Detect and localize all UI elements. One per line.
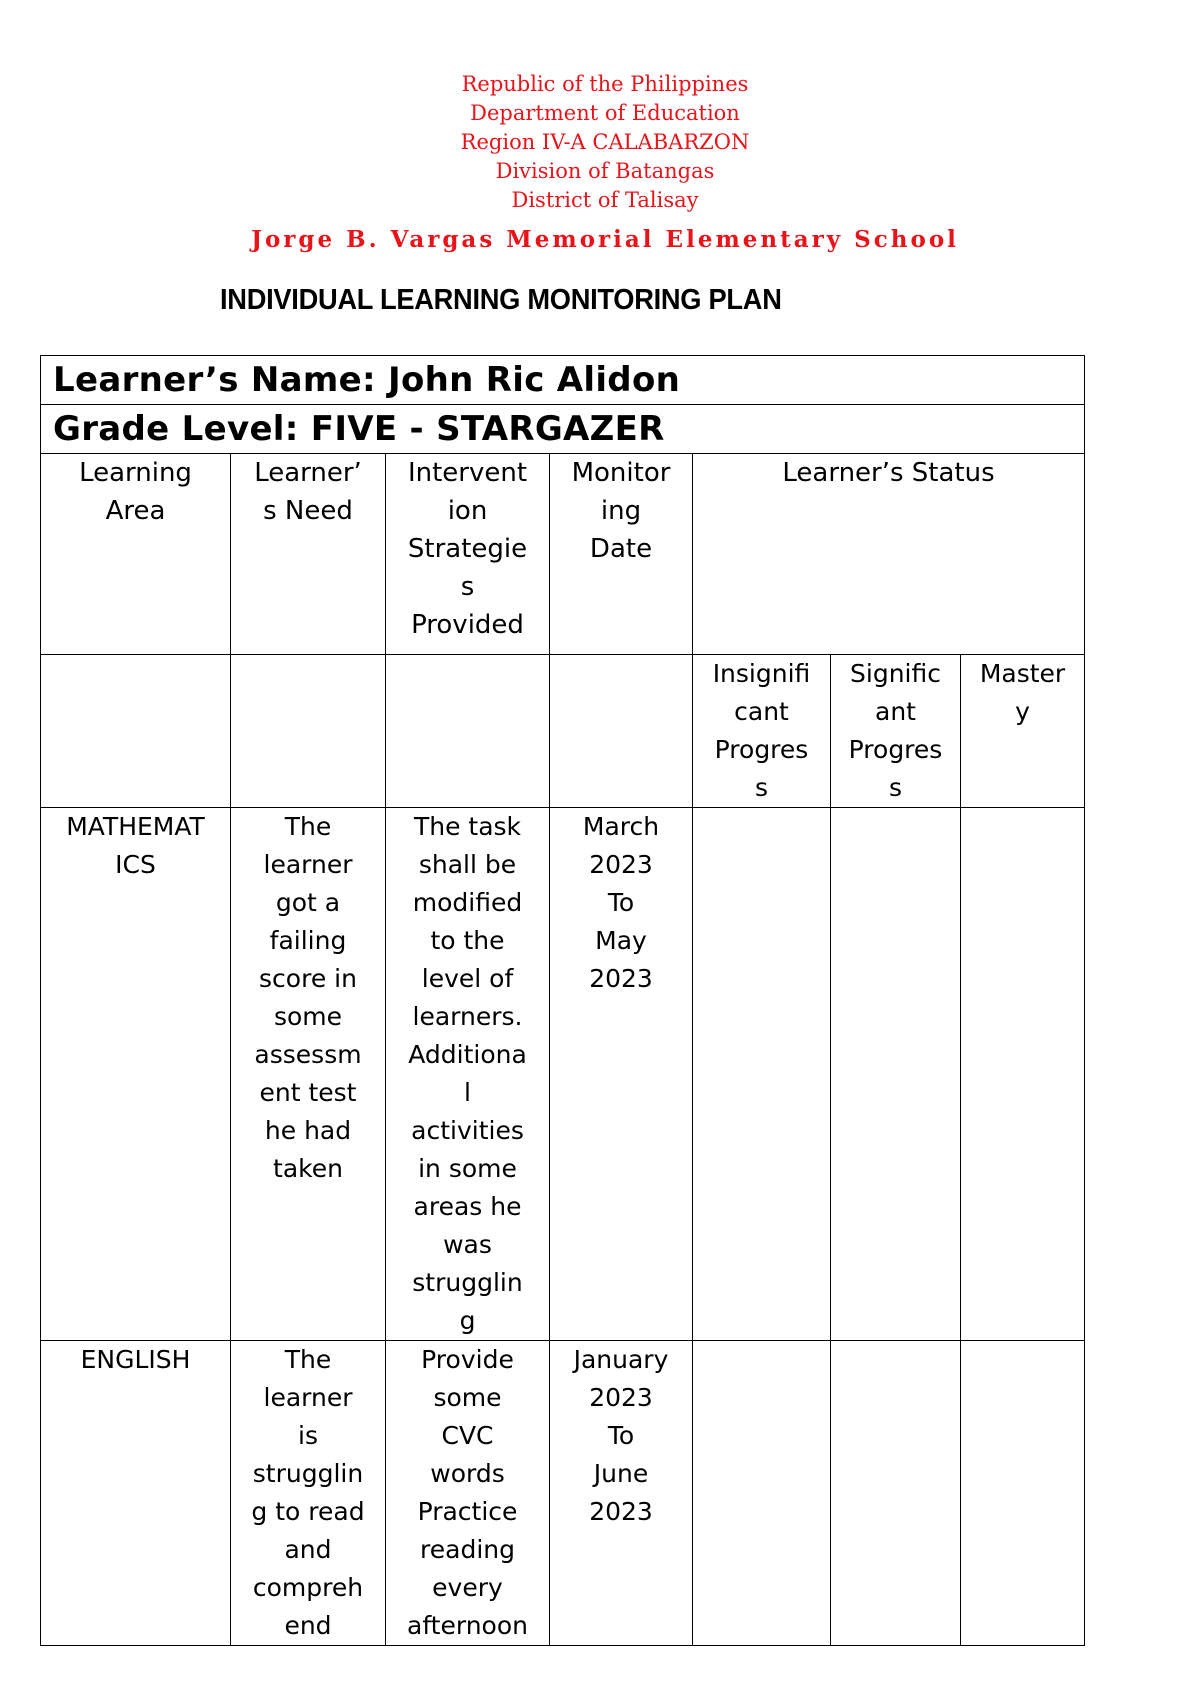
empty-cell [41, 655, 231, 808]
cell-intervention: Provide some CVC words Practice reading every afternoon [386, 1341, 550, 1646]
empty-cell [231, 655, 386, 808]
cell-status-significant [831, 1341, 961, 1646]
table-row [41, 808, 1085, 1341]
header-learners-need: Learner’ s Need [231, 454, 386, 655]
letterhead-line: District of Talisay [511, 188, 699, 212]
letterhead-line: Republic of the Philippines [461, 72, 749, 96]
document-title: INDIVIDUAL LEARNING MONITORING PLAN [220, 284, 782, 316]
header-learning-area: Learning Area [41, 454, 231, 655]
learner-name: Learner’s Name: John Ric Alidon [41, 356, 1085, 405]
header-learners-status: Learner’s Status [693, 454, 1085, 655]
cell-learners-need: The learner got a failing score in some assessm ent test he had taken [231, 808, 386, 1341]
status-mastery: Master y [961, 655, 1085, 808]
monitoring-plan-table [40, 355, 1085, 1646]
grade-level: Grade Level: FIVE - STARGAZER [41, 405, 1085, 454]
cell-status-insignificant [693, 808, 831, 1341]
letterhead-line: Department of Education [470, 101, 740, 125]
cell-learners-need: The learner is strugglin g to read and compreh end [231, 1341, 386, 1646]
table-row [41, 1341, 1085, 1646]
header-monitoring-date: Monitor ing Date [550, 454, 693, 655]
empty-cell [550, 655, 693, 808]
school-name: Jorge B. Vargas Memorial Elementary School [251, 226, 959, 253]
cell-learning-area: MATHEMAT ICS [41, 808, 231, 1341]
empty-cell [386, 655, 550, 808]
letterhead-line: Region IV-A CALABARZON [460, 130, 750, 154]
cell-monitoring-date: January 2023 To June 2023 [550, 1341, 693, 1646]
cell-monitoring-date: March 2023 To May 2023 [550, 808, 693, 1341]
cell-status-insignificant [693, 1341, 831, 1646]
letterhead-line: Division of Batangas [495, 159, 715, 183]
cell-status-mastery [961, 808, 1085, 1341]
status-insignificant: Insignifi cant Progres s [693, 655, 831, 808]
cell-status-mastery [961, 1341, 1085, 1646]
cell-learning-area: ENGLISH [41, 1341, 231, 1646]
letterhead [0, 70, 1200, 215]
status-significant: Signific ant Progres s [831, 655, 961, 808]
cell-intervention: The task shall be modified to the level of learners. Additiona l activities in some areas he was strugglin g [386, 808, 550, 1341]
header-intervention: Intervent ion Strategie s Provided [386, 454, 550, 655]
cell-status-significant [831, 808, 961, 1341]
